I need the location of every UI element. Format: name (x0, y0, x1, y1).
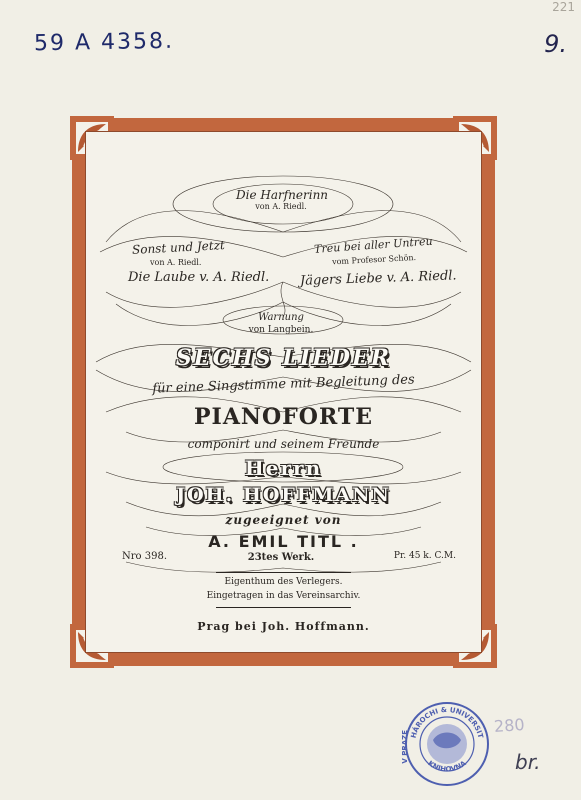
song-author: von A. Riedl. (255, 202, 307, 211)
song-author: vom Profesor Schön. (331, 253, 417, 267)
shelfmark-annotation: 59 A 4358. (33, 28, 175, 57)
song-title: Treu bei aller Untreu (313, 234, 434, 256)
dedicatee-name: JOH. HOFFMANN (176, 484, 391, 506)
instrument-title: PIANOFORTE (194, 404, 373, 430)
song-title: Jägers Liebe v. A. Riedl. (299, 268, 457, 289)
publisher-imprint: Prag bei Joh. Hoffmann. (197, 620, 370, 633)
ornamental-frame (72, 118, 495, 666)
song-author: von A. Riedl. (150, 258, 202, 267)
pencil-number-annotation: 280 (493, 714, 526, 737)
stamp-seal-icon (403, 700, 491, 788)
song-title: Die Harfnerinn (236, 188, 329, 202)
song-title: Warnung (258, 312, 304, 323)
dedicated-by-line: zugeeignet von (225, 513, 342, 527)
library-stamp (403, 700, 491, 788)
composer-name: A. EMIL TITL . (208, 532, 359, 551)
title-panel (86, 132, 481, 652)
pencil-number-top: 221 (552, 0, 575, 14)
opus-number: 23tes Werk. (247, 552, 315, 563)
leaf-number-annotation: 9. (544, 30, 567, 58)
song-title: Die Laube v. A. Riedl. (128, 270, 270, 285)
stamp-text-left: V PRAZE (401, 730, 409, 764)
stamp-text-top: HÁROCHI & UNIVERSIT (409, 705, 485, 740)
main-title: SECHS LIEDER (175, 345, 392, 371)
plate-number: Nro 398. (122, 551, 167, 562)
rights-notice: Eigenthum des Verlegers. (224, 577, 343, 587)
divider (216, 572, 351, 573)
subtitle: für eine Singstimme mit Begleitung des (152, 372, 415, 397)
divider (216, 607, 351, 608)
honorific: Herrn (244, 456, 323, 480)
pencil-initials-annotation: br. (515, 750, 541, 774)
song-author: von Langbein. (248, 325, 314, 335)
rights-notice: Eingetragen in das Vereinsarchiv. (206, 591, 361, 601)
price: Pr. 45 k. C.M. (393, 551, 456, 561)
song-title: Sonst und Jetzt (131, 238, 226, 257)
dedication-line: componirt und seinem Freunde (187, 437, 380, 451)
stamp-text-bottom: KNIHOVNA (426, 759, 468, 774)
